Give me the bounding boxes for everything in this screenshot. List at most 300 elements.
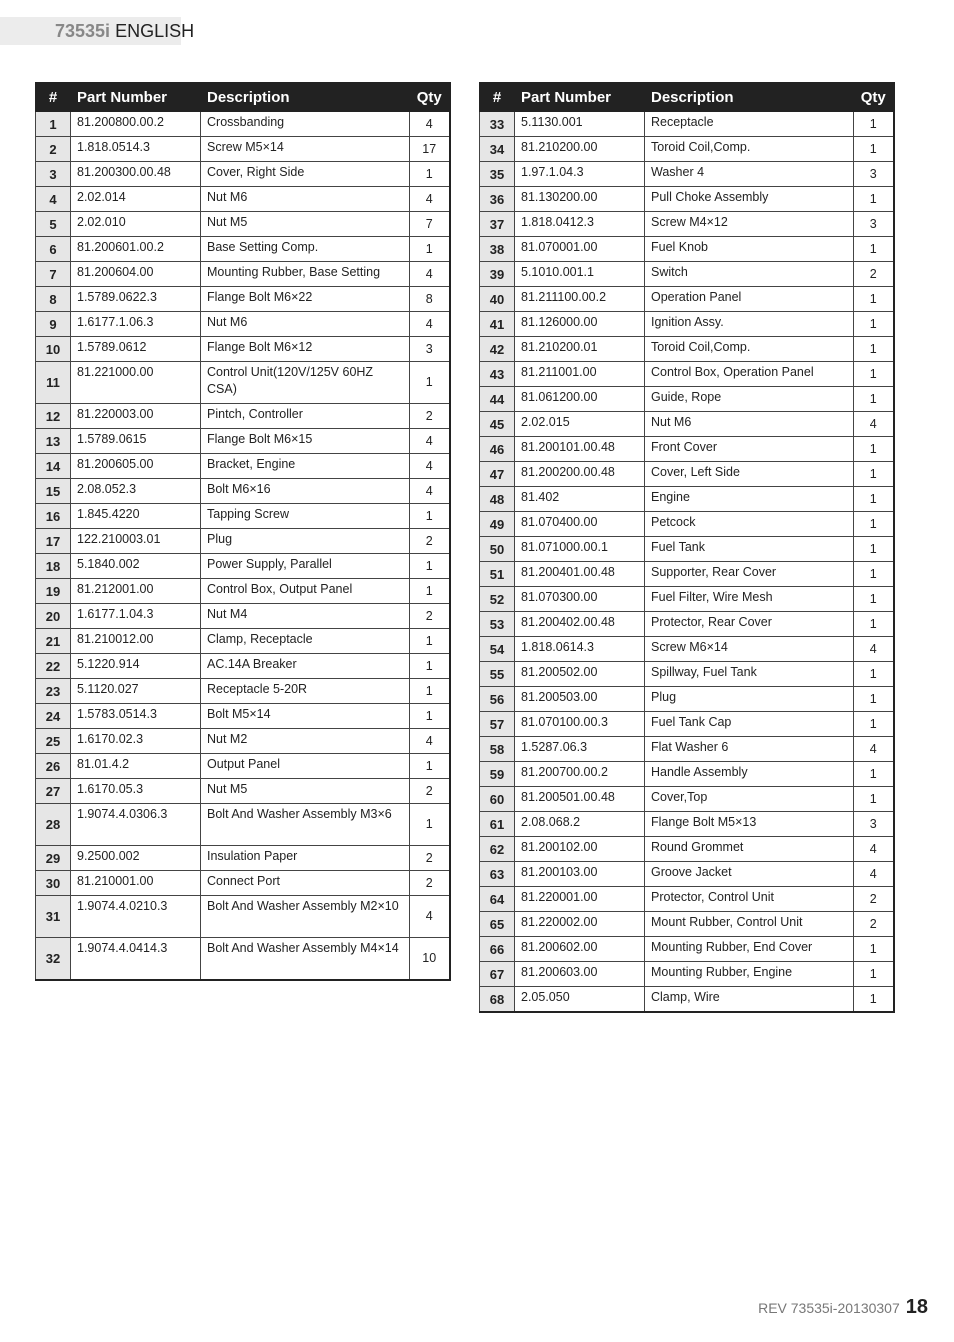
description: Power Supply, Parallel (201, 554, 410, 579)
table-row (480, 737, 894, 762)
description: Bolt M6×16 (201, 479, 410, 504)
description: Bracket, Engine (201, 454, 410, 479)
table-row (480, 212, 894, 237)
item-number: 3 (36, 162, 71, 187)
quantity: 1 (854, 962, 894, 987)
header-num: # (36, 83, 71, 112)
item-number: 11 (36, 362, 71, 404)
item-number: 63 (480, 862, 515, 887)
quantity: 1 (854, 587, 894, 612)
table-row (36, 938, 450, 981)
item-number: 56 (480, 687, 515, 712)
table-row (36, 337, 450, 362)
table-row (36, 112, 450, 137)
table-row (36, 871, 450, 896)
quantity: 1 (854, 462, 894, 487)
part-number: 81.200800.00.2 (71, 112, 201, 137)
description: Tapping Screw (201, 504, 410, 529)
description: Mounting Rubber, End Cover (645, 937, 854, 962)
description: Bolt And Washer Assembly M2×10 (201, 896, 410, 938)
description: Control Box, Operation Panel (645, 362, 854, 387)
quantity: 2 (410, 529, 450, 554)
part-number: 81.070400.00 (515, 512, 645, 537)
part-number: 1.5789.0615 (71, 429, 201, 454)
description: Nut M6 (201, 187, 410, 212)
description: Flange Bolt M6×15 (201, 429, 410, 454)
part-number: 2.02.014 (71, 187, 201, 212)
item-number: 17 (36, 529, 71, 554)
quantity: 4 (410, 454, 450, 479)
quantity: 4 (410, 112, 450, 137)
item-number: 26 (36, 754, 71, 779)
part-number: 81.210001.00 (71, 871, 201, 896)
description: Clamp, Wire (645, 987, 854, 1013)
item-number: 61 (480, 812, 515, 837)
item-number: 49 (480, 512, 515, 537)
item-number: 65 (480, 912, 515, 937)
quantity: 1 (854, 712, 894, 737)
description: Bolt And Washer Assembly M4×14 (201, 938, 410, 981)
table-row (480, 612, 894, 637)
quantity: 4 (854, 637, 894, 662)
description: Guide, Rope (645, 387, 854, 412)
table-row (36, 187, 450, 212)
table-row (36, 479, 450, 504)
part-number: 1.97.1.04.3 (515, 162, 645, 187)
part-number: 9.2500.002 (71, 846, 201, 871)
quantity: 7 (410, 212, 450, 237)
page-header (55, 19, 194, 43)
part-number: 5.1130.001 (515, 112, 645, 137)
part-number: 5.1840.002 (71, 554, 201, 579)
quantity: 1 (854, 937, 894, 962)
table-row (480, 862, 894, 887)
description: Plug (645, 687, 854, 712)
quantity: 8 (410, 287, 450, 312)
part-number: 81.061200.00 (515, 387, 645, 412)
quantity: 2 (410, 871, 450, 896)
description: Connect Port (201, 871, 410, 896)
table-row (480, 437, 894, 462)
description: Fuel Filter, Wire Mesh (645, 587, 854, 612)
item-number: 36 (480, 187, 515, 212)
table-row (480, 487, 894, 512)
part-number: 81.212001.00 (71, 579, 201, 604)
description: Nut M6 (201, 312, 410, 337)
item-number: 12 (36, 404, 71, 429)
table-row (480, 937, 894, 962)
item-number: 47 (480, 462, 515, 487)
part-number: 81.130200.00 (515, 187, 645, 212)
table-row (36, 137, 450, 162)
quantity: 2 (854, 887, 894, 912)
description: Flange Bolt M6×12 (201, 337, 410, 362)
part-number: 2.02.015 (515, 412, 645, 437)
quantity: 1 (410, 704, 450, 729)
quantity: 1 (410, 362, 450, 404)
table-row (480, 337, 894, 362)
quantity: 3 (854, 162, 894, 187)
table-row (480, 887, 894, 912)
item-number: 43 (480, 362, 515, 387)
part-number: 1.6170.02.3 (71, 729, 201, 754)
parts-table-right (479, 82, 895, 1013)
table-row (36, 579, 450, 604)
quantity: 1 (410, 679, 450, 704)
revision-label: REV 73535i-20130307 (758, 1300, 900, 1316)
quantity: 1 (854, 687, 894, 712)
part-number: 2.02.010 (71, 212, 201, 237)
header-qty: Qty (854, 83, 894, 112)
table-row (480, 562, 894, 587)
part-number: 81.070100.00.3 (515, 712, 645, 737)
table-header-row (36, 83, 450, 112)
table-row (36, 237, 450, 262)
quantity: 1 (410, 579, 450, 604)
quantity: 2 (854, 912, 894, 937)
description: Nut M6 (645, 412, 854, 437)
item-number: 10 (36, 337, 71, 362)
table-row (480, 537, 894, 562)
table-row (480, 587, 894, 612)
part-number: 81.070300.00 (515, 587, 645, 612)
description: Mount Rubber, Control Unit (645, 912, 854, 937)
part-number: 1.5789.0612 (71, 337, 201, 362)
table-row (480, 412, 894, 437)
quantity: 4 (410, 729, 450, 754)
part-number: 81.200101.00.48 (515, 437, 645, 462)
description: Mounting Rubber, Engine (645, 962, 854, 987)
description: Control Unit(120V/125V 60HZ CSA) (201, 362, 410, 404)
description: Engine (645, 487, 854, 512)
table-row (36, 287, 450, 312)
item-number: 4 (36, 187, 71, 212)
quantity: 1 (854, 187, 894, 212)
table-row (36, 162, 450, 187)
quantity: 10 (410, 938, 450, 981)
quantity: 4 (410, 479, 450, 504)
item-number: 57 (480, 712, 515, 737)
part-number: 2.08.068.2 (515, 812, 645, 837)
quantity: 4 (410, 896, 450, 938)
item-number: 8 (36, 287, 71, 312)
part-number: 2.08.052.3 (71, 479, 201, 504)
table-row (480, 312, 894, 337)
part-number: 5.1220.914 (71, 654, 201, 679)
description: Fuel Tank Cap (645, 712, 854, 737)
description: Screw M5×14 (201, 137, 410, 162)
header-description: Description (645, 83, 854, 112)
part-number: 81.211001.00 (515, 362, 645, 387)
part-number: 81.200603.00 (515, 962, 645, 987)
item-number: 23 (36, 679, 71, 704)
part-number: 81.200503.00 (515, 687, 645, 712)
table-row (36, 554, 450, 579)
item-number: 6 (36, 237, 71, 262)
item-number: 24 (36, 704, 71, 729)
description: Base Setting Comp. (201, 237, 410, 262)
part-number: 81.220003.00 (71, 404, 201, 429)
part-number: 1.818.0614.3 (515, 637, 645, 662)
part-number: 81.200502.00 (515, 662, 645, 687)
description: Clamp, Receptacle (201, 629, 410, 654)
description: Switch (645, 262, 854, 287)
description: Fuel Tank (645, 537, 854, 562)
part-number: 1.6177.1.06.3 (71, 312, 201, 337)
quantity: 2 (410, 404, 450, 429)
item-number: 66 (480, 937, 515, 962)
quantity: 1 (854, 237, 894, 262)
description: Receptacle (645, 112, 854, 137)
description: Control Box, Output Panel (201, 579, 410, 604)
quantity: 1 (410, 654, 450, 679)
quantity: 1 (854, 562, 894, 587)
item-number: 7 (36, 262, 71, 287)
table-row (36, 896, 450, 938)
table-row (480, 237, 894, 262)
item-number: 25 (36, 729, 71, 754)
quantity: 2 (410, 779, 450, 804)
quantity: 1 (410, 754, 450, 779)
description: Flat Washer 6 (645, 737, 854, 762)
quantity: 1 (854, 137, 894, 162)
description: Round Grommet (645, 837, 854, 862)
part-number: 81.200300.00.48 (71, 162, 201, 187)
item-number: 2 (36, 137, 71, 162)
item-number: 1 (36, 112, 71, 137)
quantity: 4 (854, 837, 894, 862)
part-number: 81.200501.00.48 (515, 787, 645, 812)
part-number: 81.200401.00.48 (515, 562, 645, 587)
table-row (480, 362, 894, 387)
item-number: 20 (36, 604, 71, 629)
description: Screw M4×12 (645, 212, 854, 237)
table-row (36, 704, 450, 729)
table-row (36, 362, 450, 404)
item-number: 54 (480, 637, 515, 662)
table-row (36, 429, 450, 454)
item-number: 33 (480, 112, 515, 137)
table-row (480, 637, 894, 662)
language-label: ENGLISH (115, 21, 195, 41)
table-row (480, 687, 894, 712)
item-number: 64 (480, 887, 515, 912)
quantity: 2 (410, 604, 450, 629)
quantity: 1 (410, 629, 450, 654)
item-number: 34 (480, 137, 515, 162)
table-row (480, 712, 894, 737)
table-row (480, 762, 894, 787)
quantity: 4 (854, 412, 894, 437)
table-row (36, 729, 450, 754)
description: Washer 4 (645, 162, 854, 187)
part-number: 81.200700.00.2 (515, 762, 645, 787)
part-number: 81.221000.00 (71, 362, 201, 404)
item-number: 31 (36, 896, 71, 938)
item-number: 35 (480, 162, 515, 187)
part-number: 1.818.0412.3 (515, 212, 645, 237)
quantity: 1 (854, 287, 894, 312)
description: Insulation Paper (201, 846, 410, 871)
header-part-number: Part Number (515, 83, 645, 112)
table-row (36, 779, 450, 804)
table-row (36, 454, 450, 479)
part-number: 81.126000.00 (515, 312, 645, 337)
item-number: 48 (480, 487, 515, 512)
part-number: 1.9074.4.0414.3 (71, 938, 201, 981)
model-number: 73535i (55, 21, 111, 41)
part-number: 5.1120.027 (71, 679, 201, 704)
part-number: 81.210012.00 (71, 629, 201, 654)
item-number: 21 (36, 629, 71, 654)
quantity: 1 (854, 512, 894, 537)
description: Nut M5 (201, 212, 410, 237)
part-number: 81.211100.00.2 (515, 287, 645, 312)
quantity: 1 (854, 612, 894, 637)
description: Nut M2 (201, 729, 410, 754)
description: Pintch, Controller (201, 404, 410, 429)
description: Groove Jacket (645, 862, 854, 887)
quantity: 2 (410, 846, 450, 871)
part-number: 81.200601.00.2 (71, 237, 201, 262)
item-number: 39 (480, 262, 515, 287)
item-number: 44 (480, 387, 515, 412)
description: Handle Assembly (645, 762, 854, 787)
quantity: 1 (854, 112, 894, 137)
quantity: 4 (854, 737, 894, 762)
quantity: 3 (854, 812, 894, 837)
table-row (480, 462, 894, 487)
quantity: 1 (854, 662, 894, 687)
quantity: 3 (854, 212, 894, 237)
part-number: 1.818.0514.3 (71, 137, 201, 162)
description: Protector, Control Unit (645, 887, 854, 912)
description: Nut M4 (201, 604, 410, 629)
description: Crossbanding (201, 112, 410, 137)
description: Screw M6×14 (645, 637, 854, 662)
table-row (480, 137, 894, 162)
quantity: 4 (410, 187, 450, 212)
table-row (36, 529, 450, 554)
description: Cover,Top (645, 787, 854, 812)
quantity: 1 (410, 554, 450, 579)
item-number: 62 (480, 837, 515, 862)
item-number: 45 (480, 412, 515, 437)
item-number: 28 (36, 804, 71, 846)
part-number: 122.210003.01 (71, 529, 201, 554)
page-number: 18 (905, 1296, 928, 1318)
item-number: 68 (480, 987, 515, 1013)
table-row (480, 387, 894, 412)
part-number: 81.200402.00.48 (515, 612, 645, 637)
description: Flange Bolt M5×13 (645, 812, 854, 837)
table-row (36, 654, 450, 679)
table-row (36, 679, 450, 704)
description: Cover, Right Side (201, 162, 410, 187)
description: Pull Choke Assembly (645, 187, 854, 212)
part-number: 1.6177.1.04.3 (71, 604, 201, 629)
description: Ignition Assy. (645, 312, 854, 337)
table-row (36, 846, 450, 871)
item-number: 58 (480, 737, 515, 762)
table-row (480, 512, 894, 537)
item-number: 13 (36, 429, 71, 454)
quantity: 1 (854, 537, 894, 562)
table-row (480, 112, 894, 137)
description: Petcock (645, 512, 854, 537)
table-row (480, 287, 894, 312)
part-number: 81.220002.00 (515, 912, 645, 937)
table-row (36, 312, 450, 337)
item-number: 5 (36, 212, 71, 237)
item-number: 53 (480, 612, 515, 637)
table-row (36, 604, 450, 629)
table-row (36, 404, 450, 429)
part-number: 5.1010.001.1 (515, 262, 645, 287)
item-number: 51 (480, 562, 515, 587)
table-header-row (480, 83, 894, 112)
table-row (36, 212, 450, 237)
description: Nut M5 (201, 779, 410, 804)
part-number: 1.5789.0622.3 (71, 287, 201, 312)
description: Cover, Left Side (645, 462, 854, 487)
part-number: 1.6170.05.3 (71, 779, 201, 804)
quantity: 4 (410, 429, 450, 454)
part-number: 81.210200.00 (515, 137, 645, 162)
part-number: 81.200602.00 (515, 937, 645, 962)
description: Protector, Rear Cover (645, 612, 854, 637)
item-number: 46 (480, 437, 515, 462)
parts-table-left (35, 82, 451, 981)
item-number: 9 (36, 312, 71, 337)
item-number: 52 (480, 587, 515, 612)
table-row (480, 262, 894, 287)
item-number: 37 (480, 212, 515, 237)
table-row (36, 504, 450, 529)
quantity: 3 (410, 337, 450, 362)
part-number: 81.071000.00.1 (515, 537, 645, 562)
quantity: 1 (410, 504, 450, 529)
table-row (36, 262, 450, 287)
table-row (480, 912, 894, 937)
description: Toroid Coil,Comp. (645, 137, 854, 162)
table-row (480, 987, 894, 1013)
quantity: 1 (854, 787, 894, 812)
description: Front Cover (645, 437, 854, 462)
description: Fuel Knob (645, 237, 854, 262)
part-number: 81.200604.00 (71, 262, 201, 287)
item-number: 40 (480, 287, 515, 312)
part-number: 81.402 (515, 487, 645, 512)
quantity: 1 (854, 312, 894, 337)
table-row (36, 804, 450, 846)
table-row (480, 162, 894, 187)
table-row (480, 837, 894, 862)
description: Plug (201, 529, 410, 554)
table-row (480, 812, 894, 837)
description: Output Panel (201, 754, 410, 779)
quantity: 4 (410, 262, 450, 287)
part-number: 81.220001.00 (515, 887, 645, 912)
item-number: 50 (480, 537, 515, 562)
item-number: 60 (480, 787, 515, 812)
part-number: 1.9074.4.0306.3 (71, 804, 201, 846)
description: Bolt And Washer Assembly M3×6 (201, 804, 410, 846)
description: Toroid Coil,Comp. (645, 337, 854, 362)
item-number: 55 (480, 662, 515, 687)
header-part-number: Part Number (71, 83, 201, 112)
part-number: 81.200102.00 (515, 837, 645, 862)
